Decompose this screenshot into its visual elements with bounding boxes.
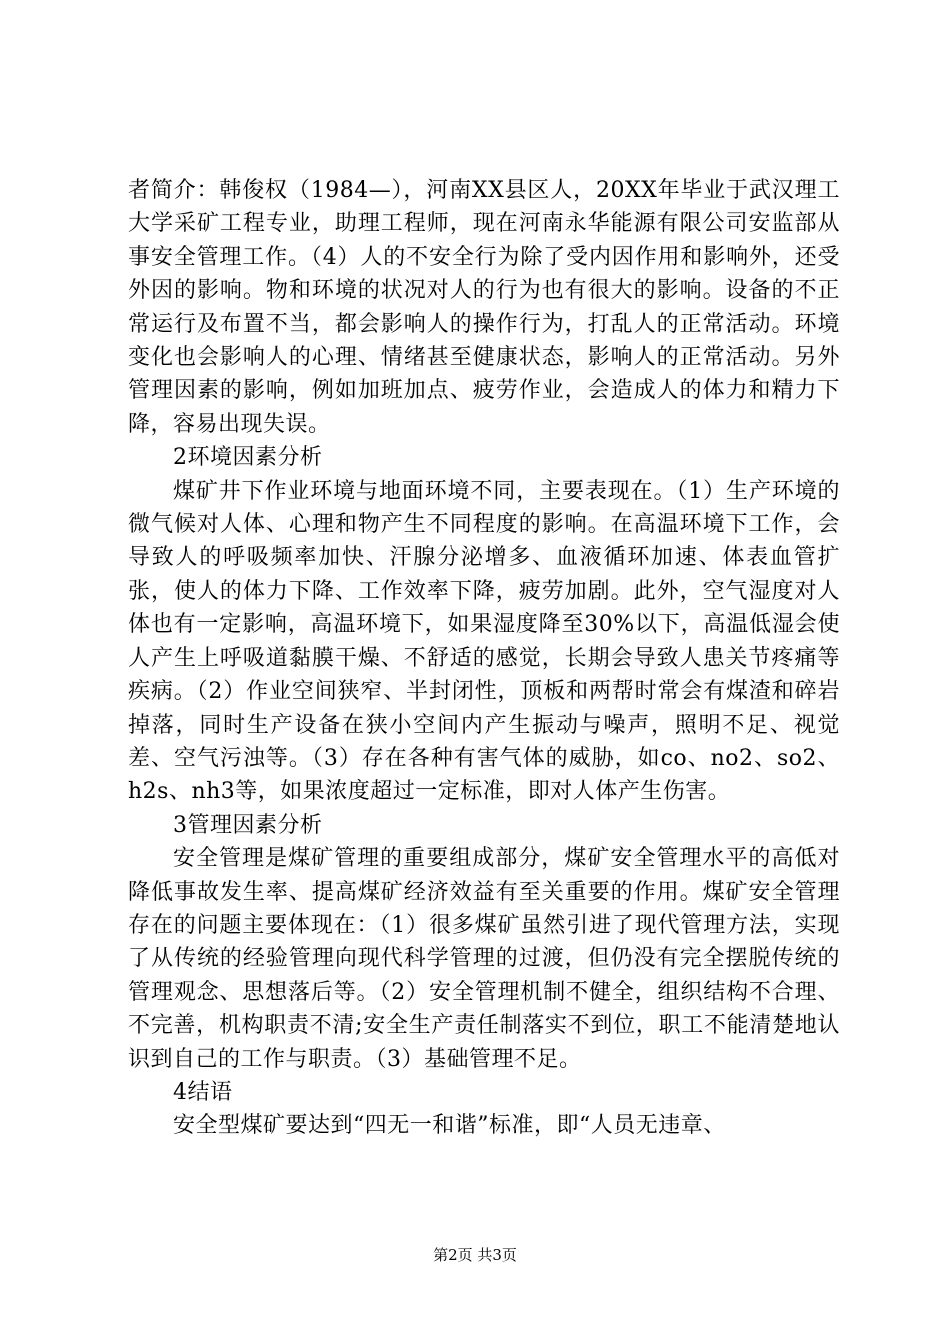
paragraph-management-analysis: 安全管理是煤矿管理的重要组成部分，煤矿安全管理水平的高低对降低事故发生率、提高煤矿经济效益有至关重要的作用。煤矿安全管理存在的问题主要体现在：（1）很多煤矿虽然引进了现代管理方法，实现了从传统的经验管理向现代科学管理的过渡，但仍没有完全摆脱传统的管理观念、思想落后等。（2）安全管理机制不健全，组织结构不合理、不完善，机构职责不清;安全生产责任制落实不到位，职工不能清楚地认识到自己的工作与职责。（3）基础管理不足。	[128, 846, 840, 1072]
paragraph-author-intro: 者简介：韩俊权（1984—），河南XX县区人，20XX年毕业于武汉理工大学采矿工程专业，助理工程师，现在河南永华能源有限公司安监部从事安全管理工作。（4）人的不安全行为除了受内因作用和影响外，还受外因的影响。物和环境的状况对人的行为也有很大的影响。设备的不正常运行及布置不当，都会影响人的操作行为，打乱人的正常活动。环境变化也会影响人的心理、情绪甚至健康状态，影响人的正常活动。另外管理因素的影响，例如加班加点、疲劳作业，会造成人的体力和精力下降，容易出现失误。	[128, 178, 840, 437]
document-body	[128, 174, 840, 1143]
section-heading-management: 3管理因素分析	[173, 812, 323, 838]
page-number-footer: 第2页 共3页	[433, 1246, 517, 1264]
paragraph-conclusion: 安全型煤矿要达到“四无一和谐”标准，即“人员无违章、	[173, 1113, 726, 1139]
section-heading-conclusion: 4结语	[173, 1079, 233, 1105]
section-heading-environment: 2环境因素分析	[173, 445, 323, 471]
paragraph-environment-analysis: 煤矿井下作业环境与地面环境不同，主要表现在。（1）生产环境的微气候对人体、心理和物产生不同程度的影响。在高温环境下工作，会导致人的呼吸频率加快、汗腺分泌增多、血液循环加速、体表血管扩张，使人的体力下降、工作效率下降，疲劳加剧。此外，空气湿度对人体也有一定影响，高温环境下，如果湿度降至30%以下，高温低湿会使人产生上呼吸道黏膜干燥、不舒适的感觉，长期会导致人患关节疼痛等疾病。（2）作业空间狭窄、半封闭性，顶板和两帮时常会有煤渣和碎岩掉落，同时生产设备在狭小空间内产生振动与噪声，照明不足、视觉差、空气污浊等。（3）存在各种有害气体的威胁，如co、no2、so2、h2s、nh3等，如果浓度超过一定标准，即对人体产生伤害。	[128, 478, 840, 805]
